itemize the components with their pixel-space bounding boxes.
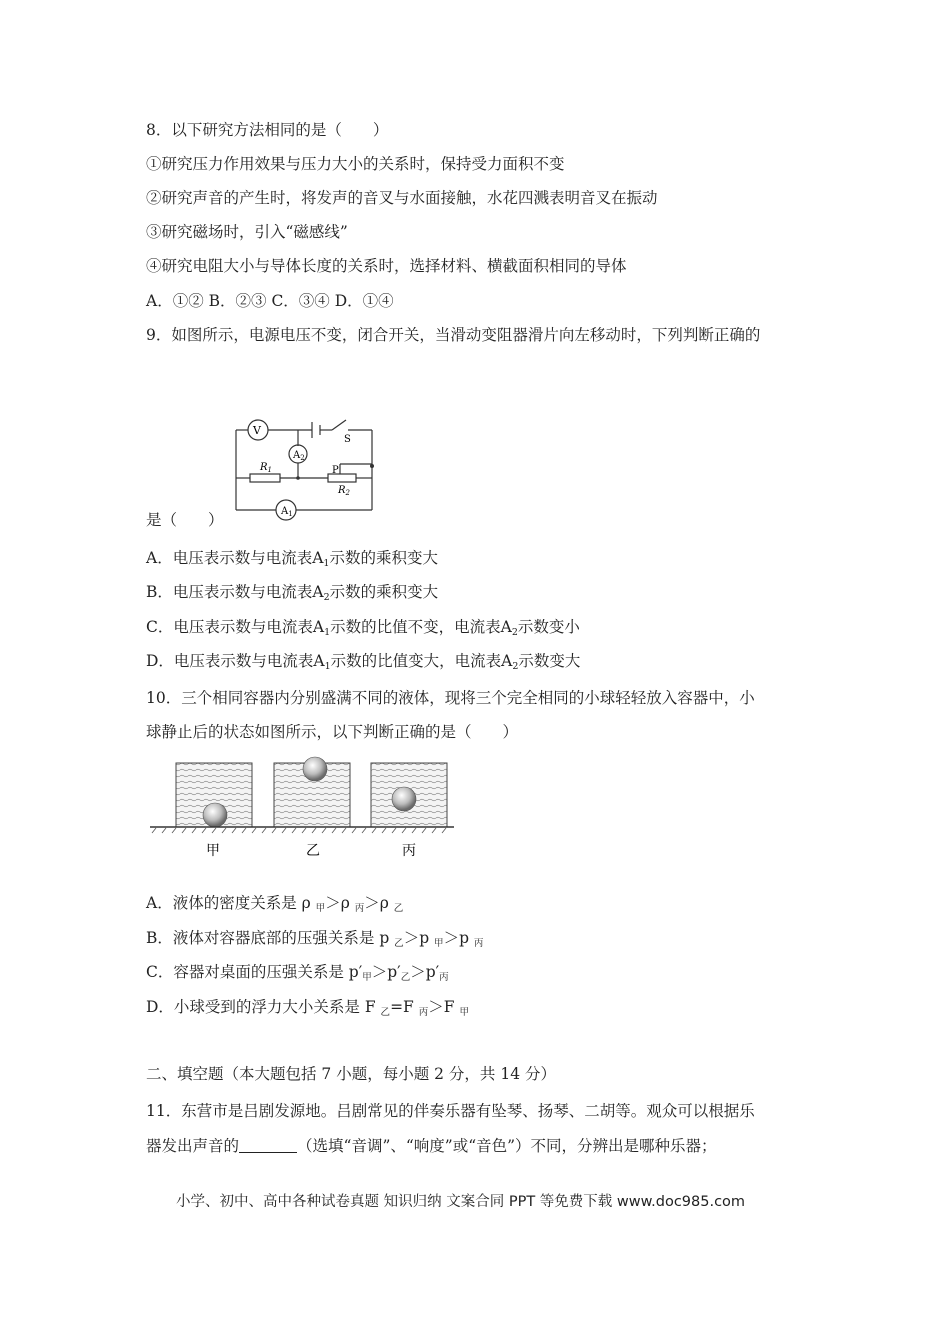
section-2-title: 二、填空题（本大题包括 7 小题，每小题 2 分，共 14 分） [146,1065,557,1083]
r2-label: $R_2$ [338,485,350,497]
q10-option-a: A．液体的密度关系是 ρ $_甲$＞ρ $_丙$＞ρ $_乙$ [146,894,404,914]
page-footer: 小学、初中、高中各种试卷真题 知识归纳 文案合同 PPT 等免费下载 www.doc985.com [176,1194,746,1210]
q9-stem: 9．如图所示，电源电压不变，闭合开关，当滑动变阻器滑片向左移动时，下列判断正确的 [146,326,761,344]
ball-jia [203,803,227,827]
q8-item-4: ④研究电阻大小与导体长度的关系时，选择材料、横截面积相同的导体 [146,257,627,275]
containers-figure [148,755,458,865]
q10-option-c: C．容器对桌面的压强关系是 $p'_甲>p'_乙>p'_丙$ [146,963,449,983]
voltmeter-label: V [253,424,261,437]
q10-option-d: D．小球受到的浮力大小关系是 F $_乙$=F $_丙$＞F $_甲$ [146,998,469,1018]
r1-label: $R_1$ [260,462,272,474]
q8-stem: 8．以下研究方法相同的是（ ） [146,121,389,139]
q9-option-b: B．电压表示数与电流表$A_2$示数的乘积变大 [146,583,439,603]
q11-line1: 11．东营市是吕剧发源地。吕剧常见的伴奏乐器有坠琴、扬琴、二胡等。观众可以根据乐 [146,1102,755,1120]
circuit-diagram [228,412,378,524]
q9-option-c: C．电压表示数与电流表$A_1$示数的比值不变，电流表$A_2$示数变小 [146,618,580,638]
ball-bing [392,787,416,811]
q9-option-a: A．电压表示数与电流表$A_1$示数的乘积变大 [146,549,438,569]
a1-label: $A_1$ [281,506,293,518]
label-yi: 乙 [306,843,320,859]
q8-options: A．①② B．②③ C．③④ D．①④ [146,292,394,310]
switch-label: S [344,434,351,445]
q10-option-b: B．液体对容器底部的压强关系是 p $_乙$＞p $_甲$＞p $_丙$ [146,929,484,949]
answer-blank[interactable] [239,1138,297,1153]
q8-item-1: ①研究压力作用效果与压力大小的关系时，保持受力面积不变 [146,155,565,173]
q9-option-d: D．电压表示数与电流表$A_1$示数的比值变大，电流表$A_2$示数变大 [146,652,581,672]
label-jia: 甲 [206,843,220,859]
q10-stem-line1: 10．三个相同容器内分别盛满不同的液体，现将三个完全相同的小球轻轻放入容器中，小 [146,689,755,707]
slider-label: P [332,465,339,476]
a2-label: $A_2$ [293,450,305,462]
q8-item-2: ②研究声音的产生时，将发声的音叉与水面接触，水花四溅表明音叉在振动 [146,189,658,207]
label-bing: 丙 [402,843,416,859]
q11-line2: 器发出声音的 （选填“音调”、“响度”或“音色”）不同，分辨出是哪种乐器； [146,1137,717,1155]
q9-stem-end: 是（ ） [146,511,224,529]
q8-item-3: ③研究磁场时，引入“磁感线” [146,223,348,241]
ball-yi [303,757,327,781]
q10-stem-line2: 球静止后的状态如图所示，以下判断正确的是（ ） [146,723,519,741]
